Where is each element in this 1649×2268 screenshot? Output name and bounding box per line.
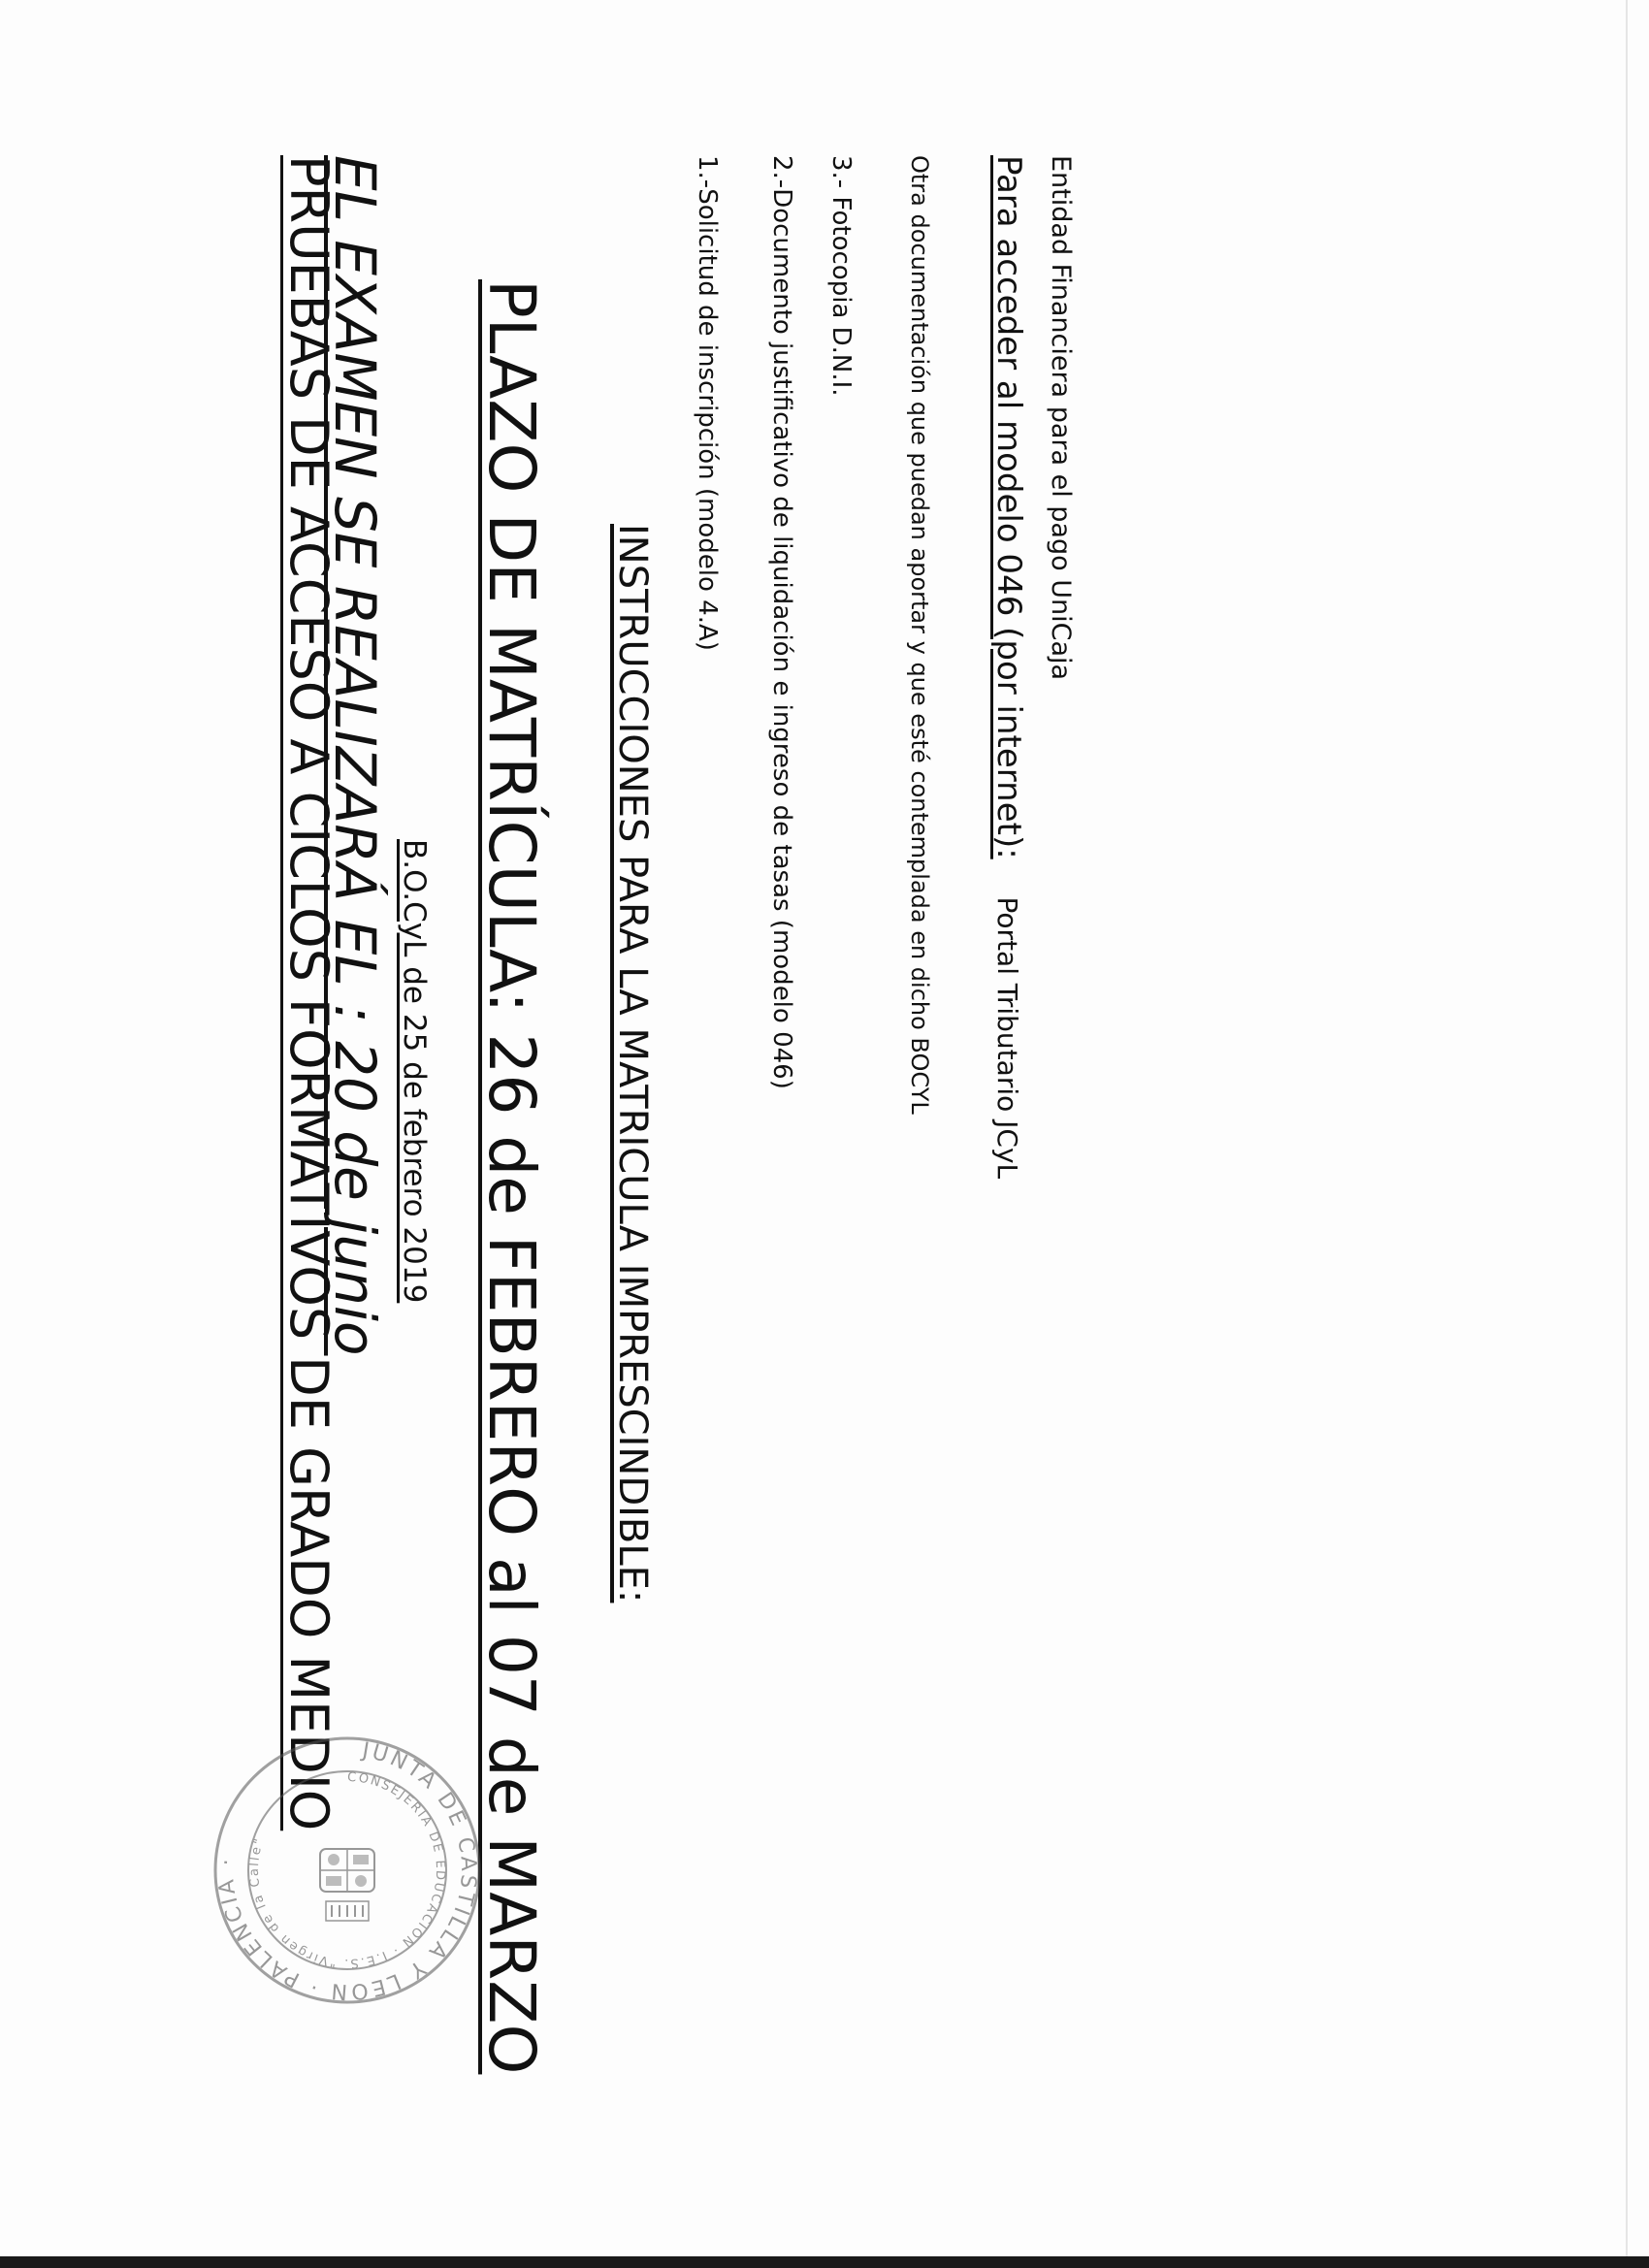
payment-entity: Entidad Financiera para el pago UniCaja — [1046, 155, 1076, 681]
modelo-046-label: Para acceder al modelo 046 (por internet): — [989, 155, 1028, 859]
requirement-item: 2.-Documento justificativo de liquidación e ingreso de tasas (modelo 046) — [767, 155, 796, 1089]
exam-date: EL EXAMEN SE REALIZARÁ EL : 20 de junio — [322, 155, 388, 1356]
scan-border — [0, 2256, 1649, 2268]
modelo-046-line — [989, 155, 1028, 1180]
instructions-heading: INSTRUCCIONES PARA LA MATRICULA IMPRESCINDIBLE: — [610, 524, 655, 1604]
other-documentation-note: Otra documentación que puedan aportar y que esté contemplada en dicho BOCYL — [906, 155, 933, 1115]
official-stamp — [211, 1734, 483, 2006]
stamp-seal-icon — [211, 1734, 483, 2006]
requirement-item: 3.- Fotocopia D.N.I. — [826, 155, 856, 397]
svg-text:CONSEJERIA DE EDUCACION · I.E.: CONSEJERIA DE EDUCACION · I.E.S. "Virgen de la Calle" — [246, 1769, 448, 1971]
requirement-item: 1.-Solicitud de inscripción (modelo 4.A) — [693, 155, 722, 651]
bocyl-reference: B.O.CyL de 25 de febrero 2019 — [397, 839, 432, 1304]
modelo-046-portal: Portal Tributario JCyL — [991, 896, 1023, 1180]
document-title: PRUEBAS DE ACCESO A CICLOS FORMATIVOS DE GRADO MEDIO — [278, 155, 340, 1831]
svg-text:JUNTA DE CASTILLA Y LEON · PAL: JUNTA DE CASTILLA Y LEON · PALENCIA · — [213, 1738, 481, 2004]
enrollment-period: PLAZO DE MATRÍCULA: 26 de FEBRERO al 07 de MARZO — [474, 279, 549, 2075]
